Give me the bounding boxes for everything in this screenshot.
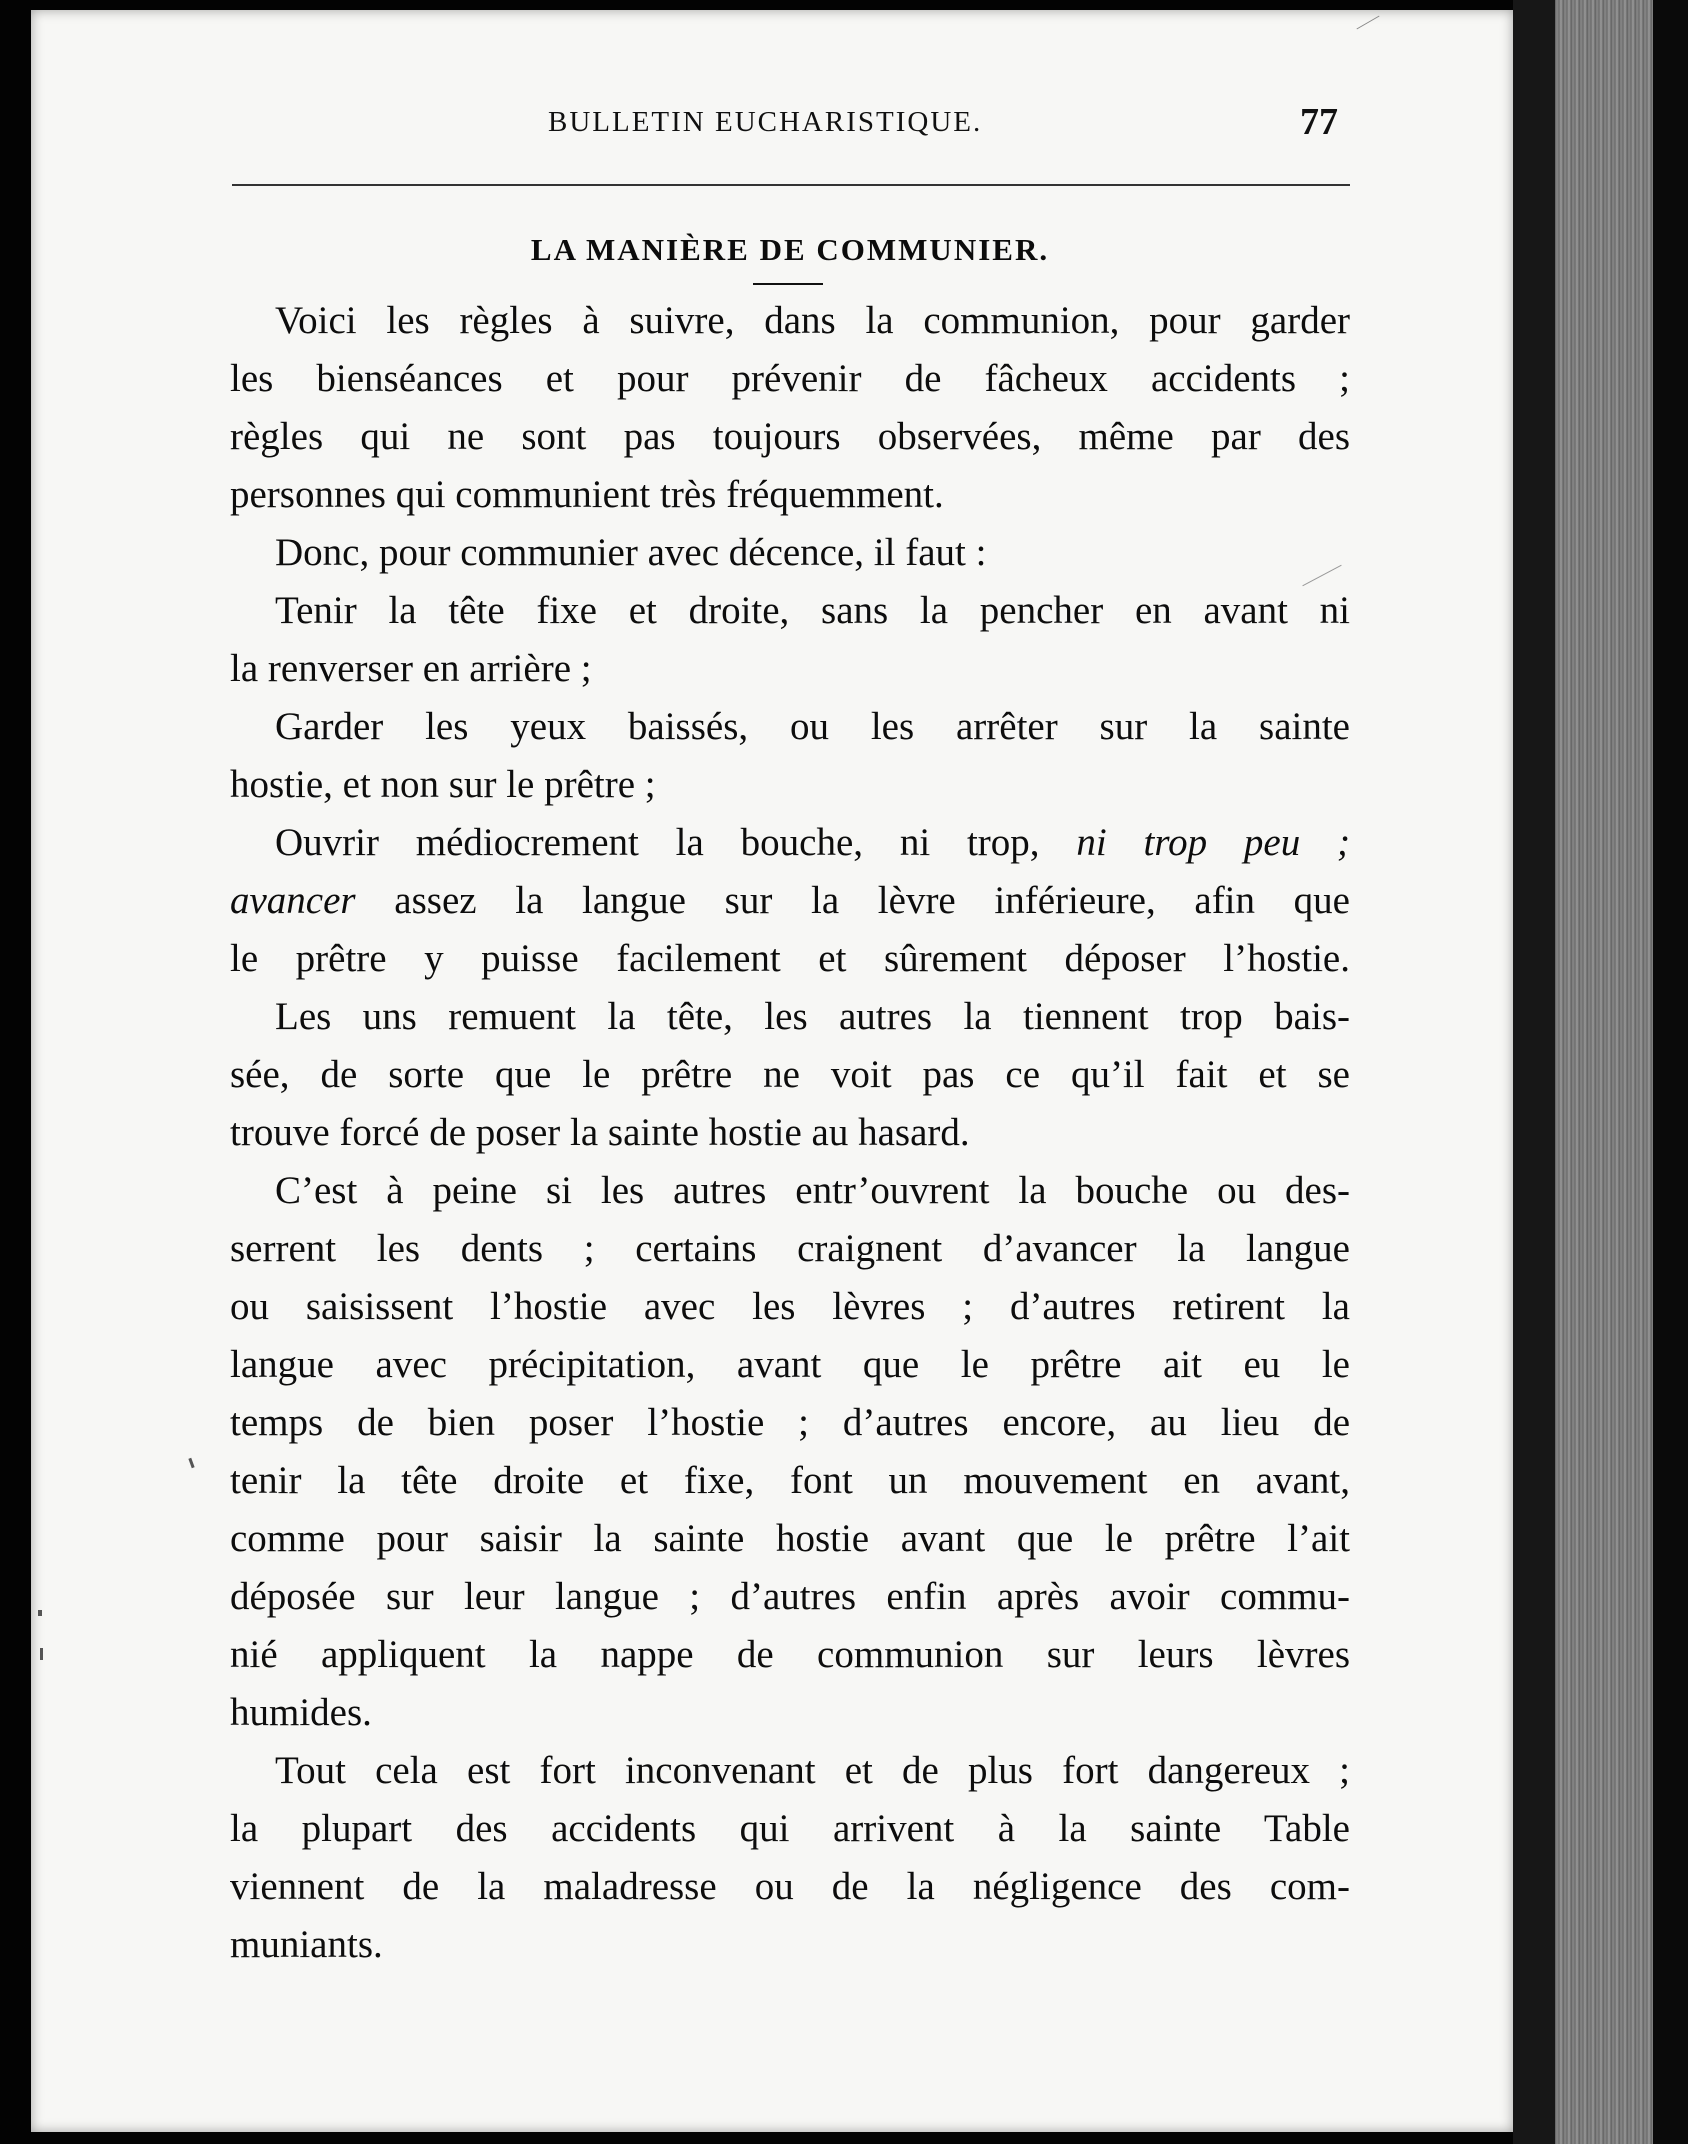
text-line: nié appliquent la nappe de communion sur leurs lèvres (230, 1633, 1350, 1676)
scan-border-right (1653, 0, 1688, 2144)
text-line: trouve forcé de poser la sainte hostie au hasard. (230, 1111, 970, 1154)
text-line (230, 872, 1350, 930)
text-line: hostie, et non sur le prêtre ; (230, 763, 656, 806)
text-line: ou saisissent l’hostie avec les lèvres ; d’autres retirent la (230, 1285, 1350, 1328)
text-line: sée, de sorte que le prêtre ne voit pas ce qu’il fait et se (230, 1053, 1350, 1096)
text-line: tenir la tête droite et fixe, font un mouvement en avant, (230, 1459, 1350, 1502)
text-line: serrent les dents ; certains craignent d’avancer la langue (230, 1227, 1350, 1270)
text-line: Voici les règles à suivre, dans la communion, pour garder (275, 299, 1350, 342)
section-title: LA MANIÈRE DE COMMUNIER. (530, 232, 1050, 267)
italic-segment: avancer (230, 879, 356, 922)
title-rule (753, 283, 823, 285)
text-line: Tenir la tête fixe et droite, sans la pencher en avant ni (275, 589, 1350, 632)
header-rule (232, 184, 1350, 186)
page-gutter-shadow (1513, 0, 1555, 2144)
text-line: Tout cela est fort inconvenant et de plus fort dangereux ; (275, 1749, 1350, 1792)
text-line: personnes qui communient très fréquemment. (230, 473, 944, 516)
text-line: Les uns remuent la tête, les autres la tiennent trop bais- (275, 995, 1350, 1038)
page-stack-edge (1555, 0, 1653, 2144)
text-segment: Ouvrir médiocrement la bouche, ni trop, (275, 821, 1040, 864)
text-line: humides. (230, 1691, 372, 1734)
text-line: déposée sur leur langue ; d’autres enfin après avoir commu- (230, 1575, 1350, 1618)
text-line: comme pour saisir la sainte hostie avant que le prêtre l’ait (230, 1517, 1350, 1560)
text-line: C’est à peine si les autres entr’ouvrent la bouche ou des- (275, 1169, 1350, 1212)
text-line (275, 814, 1350, 872)
text-segment: assez la langue sur la lèvre inférieure, afin que (394, 879, 1350, 922)
page-number: 77 (1300, 101, 1338, 143)
text-line: les bienséances et pour prévenir de fâcheux accidents ; (230, 357, 1350, 400)
text-line: règles qui ne sont pas toujours observées, même par des (230, 415, 1350, 458)
text-line: langue avec précipitation, avant que le prêtre ait eu le (230, 1343, 1350, 1386)
text-line: muniants. (230, 1923, 383, 1966)
running-title: BULLETIN EUCHARISTIQUE. (548, 106, 983, 138)
text-line: temps de bien poser l’hostie ; d’autres encore, au lieu de (230, 1401, 1350, 1444)
text-line: la renverser en arrière ; (230, 647, 592, 690)
text-line: Garder les yeux baissés, ou les arrêter sur la sainte (275, 705, 1350, 748)
text-line: Donc, pour communier avec décence, il faut : (275, 531, 987, 574)
text-line: le prêtre y puisse facilement et sûrement déposer l’hostie. (230, 937, 1350, 980)
scan-speck (38, 1610, 42, 1616)
text-line: la plupart des accidents qui arrivent à la sainte Table (230, 1807, 1350, 1850)
italic-segment: ni trop peu ; (1076, 821, 1351, 864)
text-line: viennent de la maladresse ou de la négligence des com- (230, 1865, 1350, 1908)
scan-speck (40, 1648, 43, 1660)
